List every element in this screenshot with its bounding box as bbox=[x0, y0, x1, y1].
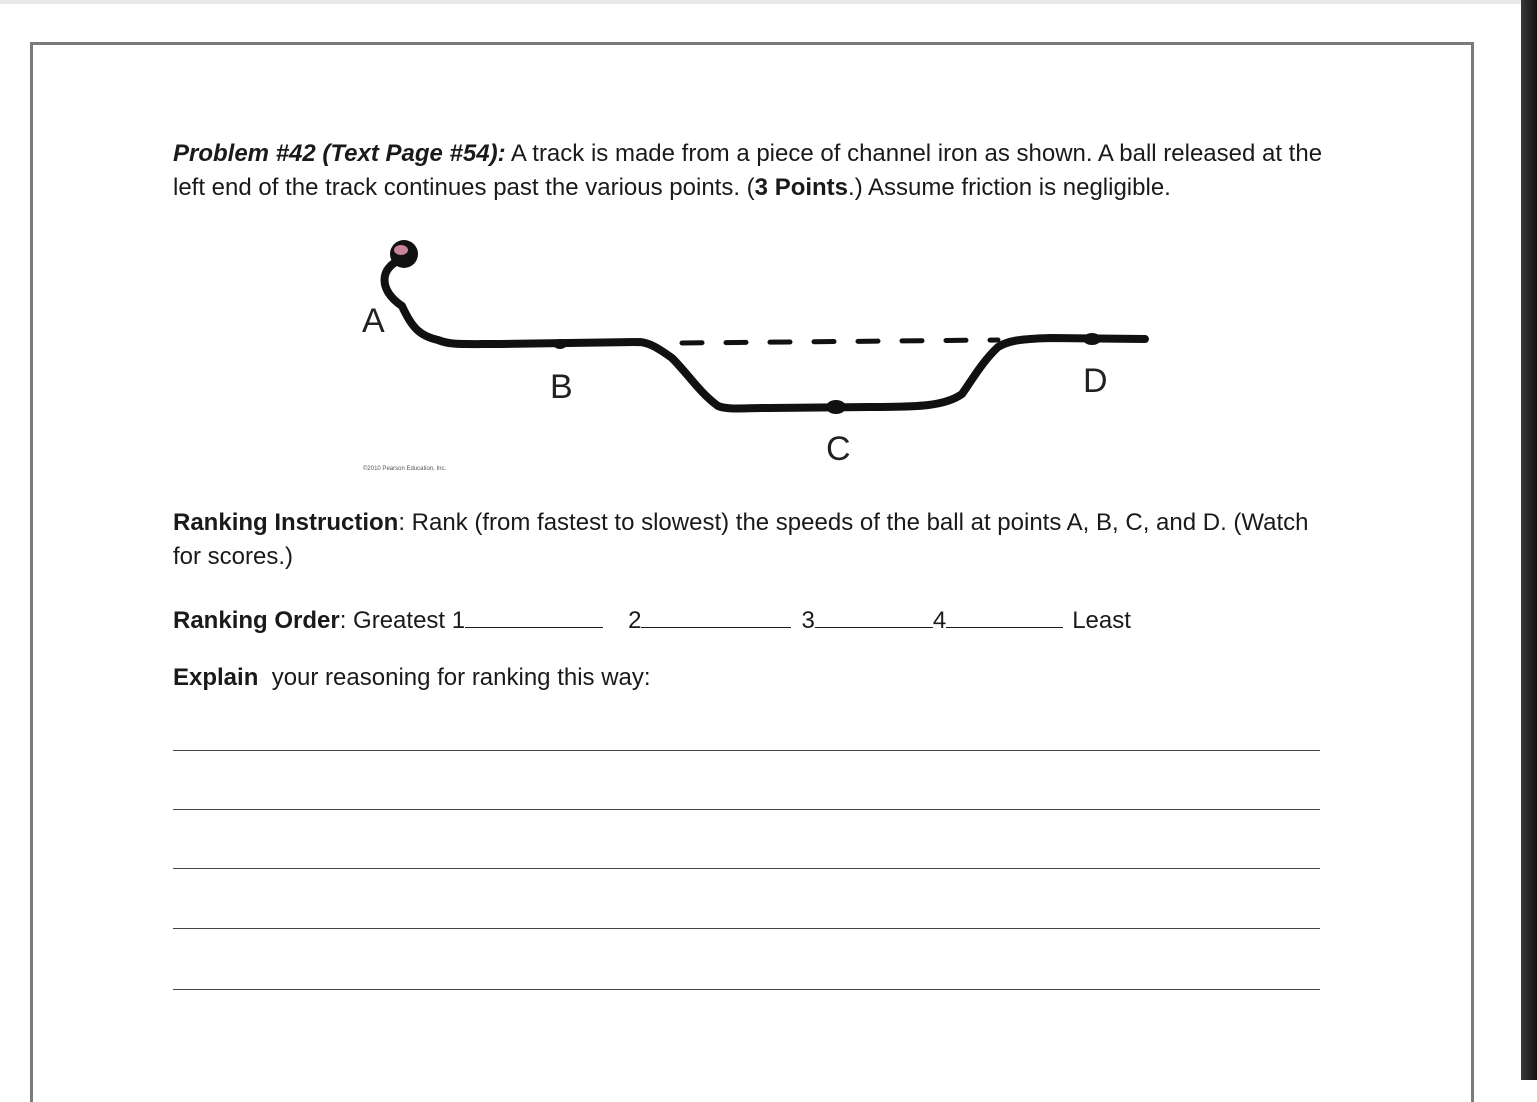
answer-line[interactable] bbox=[173, 809, 1320, 810]
answer-line[interactable] bbox=[173, 750, 1320, 751]
rank-number-4: 4 bbox=[932, 607, 947, 634]
rank-number-3: 3 bbox=[801, 607, 815, 634]
rank-blank-4[interactable] bbox=[946, 601, 1063, 628]
explain-label: Explain bbox=[173, 664, 259, 691]
rank-number-2: 2 bbox=[628, 607, 642, 634]
label-c: C bbox=[826, 430, 851, 468]
problem-statement bbox=[173, 137, 1333, 205]
track-path bbox=[385, 260, 1146, 409]
answer-line[interactable] bbox=[173, 868, 1320, 869]
ranking-order bbox=[173, 601, 1333, 638]
answer-line[interactable] bbox=[173, 989, 1320, 990]
rank-blank-2[interactable] bbox=[641, 601, 791, 628]
reference-dashed-line bbox=[682, 340, 998, 343]
ranking-suffix: Least bbox=[1072, 607, 1131, 634]
point-b-marker bbox=[553, 339, 567, 349]
top-edge bbox=[0, 0, 1521, 4]
answer-line[interactable] bbox=[173, 928, 1320, 929]
window-edge bbox=[1521, 0, 1537, 1080]
point-c-marker bbox=[826, 400, 846, 414]
ranking-prefix: : Greatest bbox=[339, 607, 452, 634]
ball-highlight bbox=[394, 245, 408, 255]
copyright-text: ©2010 Pearson Education, Inc. bbox=[363, 466, 447, 472]
problem-text-2: .) Assume friction is negligible. bbox=[848, 174, 1171, 201]
rank-blank-1[interactable] bbox=[465, 601, 603, 628]
explain-text: your reasoning for ranking this way: bbox=[271, 664, 651, 691]
instruction-text: : Rank (from fastest to slowest) the speeds of the ball at points A, B, C, and D. (Watch for scores.) bbox=[173, 509, 1309, 570]
rank-number-1: 1 bbox=[451, 607, 466, 634]
ranking-instruction bbox=[173, 506, 1333, 574]
ranking-label: Ranking Order bbox=[173, 607, 340, 634]
track-diagram bbox=[350, 228, 1170, 478]
label-b: B bbox=[550, 368, 573, 406]
instruction-label: Ranking Instruction bbox=[173, 509, 399, 536]
problem-points: 3 Points bbox=[754, 174, 849, 201]
label-d: D bbox=[1083, 362, 1108, 400]
label-a: A bbox=[362, 302, 385, 340]
problem-label: Problem #42 (Text Page #54): bbox=[173, 140, 506, 167]
rank-blank-3[interactable] bbox=[815, 601, 933, 628]
problem-text-1: A track is made from a piece of channel iron as shown. A ball released at the left end of the track continues past the various points. ( bbox=[173, 140, 1323, 201]
point-d-marker bbox=[1083, 333, 1101, 345]
explain-prompt bbox=[173, 661, 651, 695]
